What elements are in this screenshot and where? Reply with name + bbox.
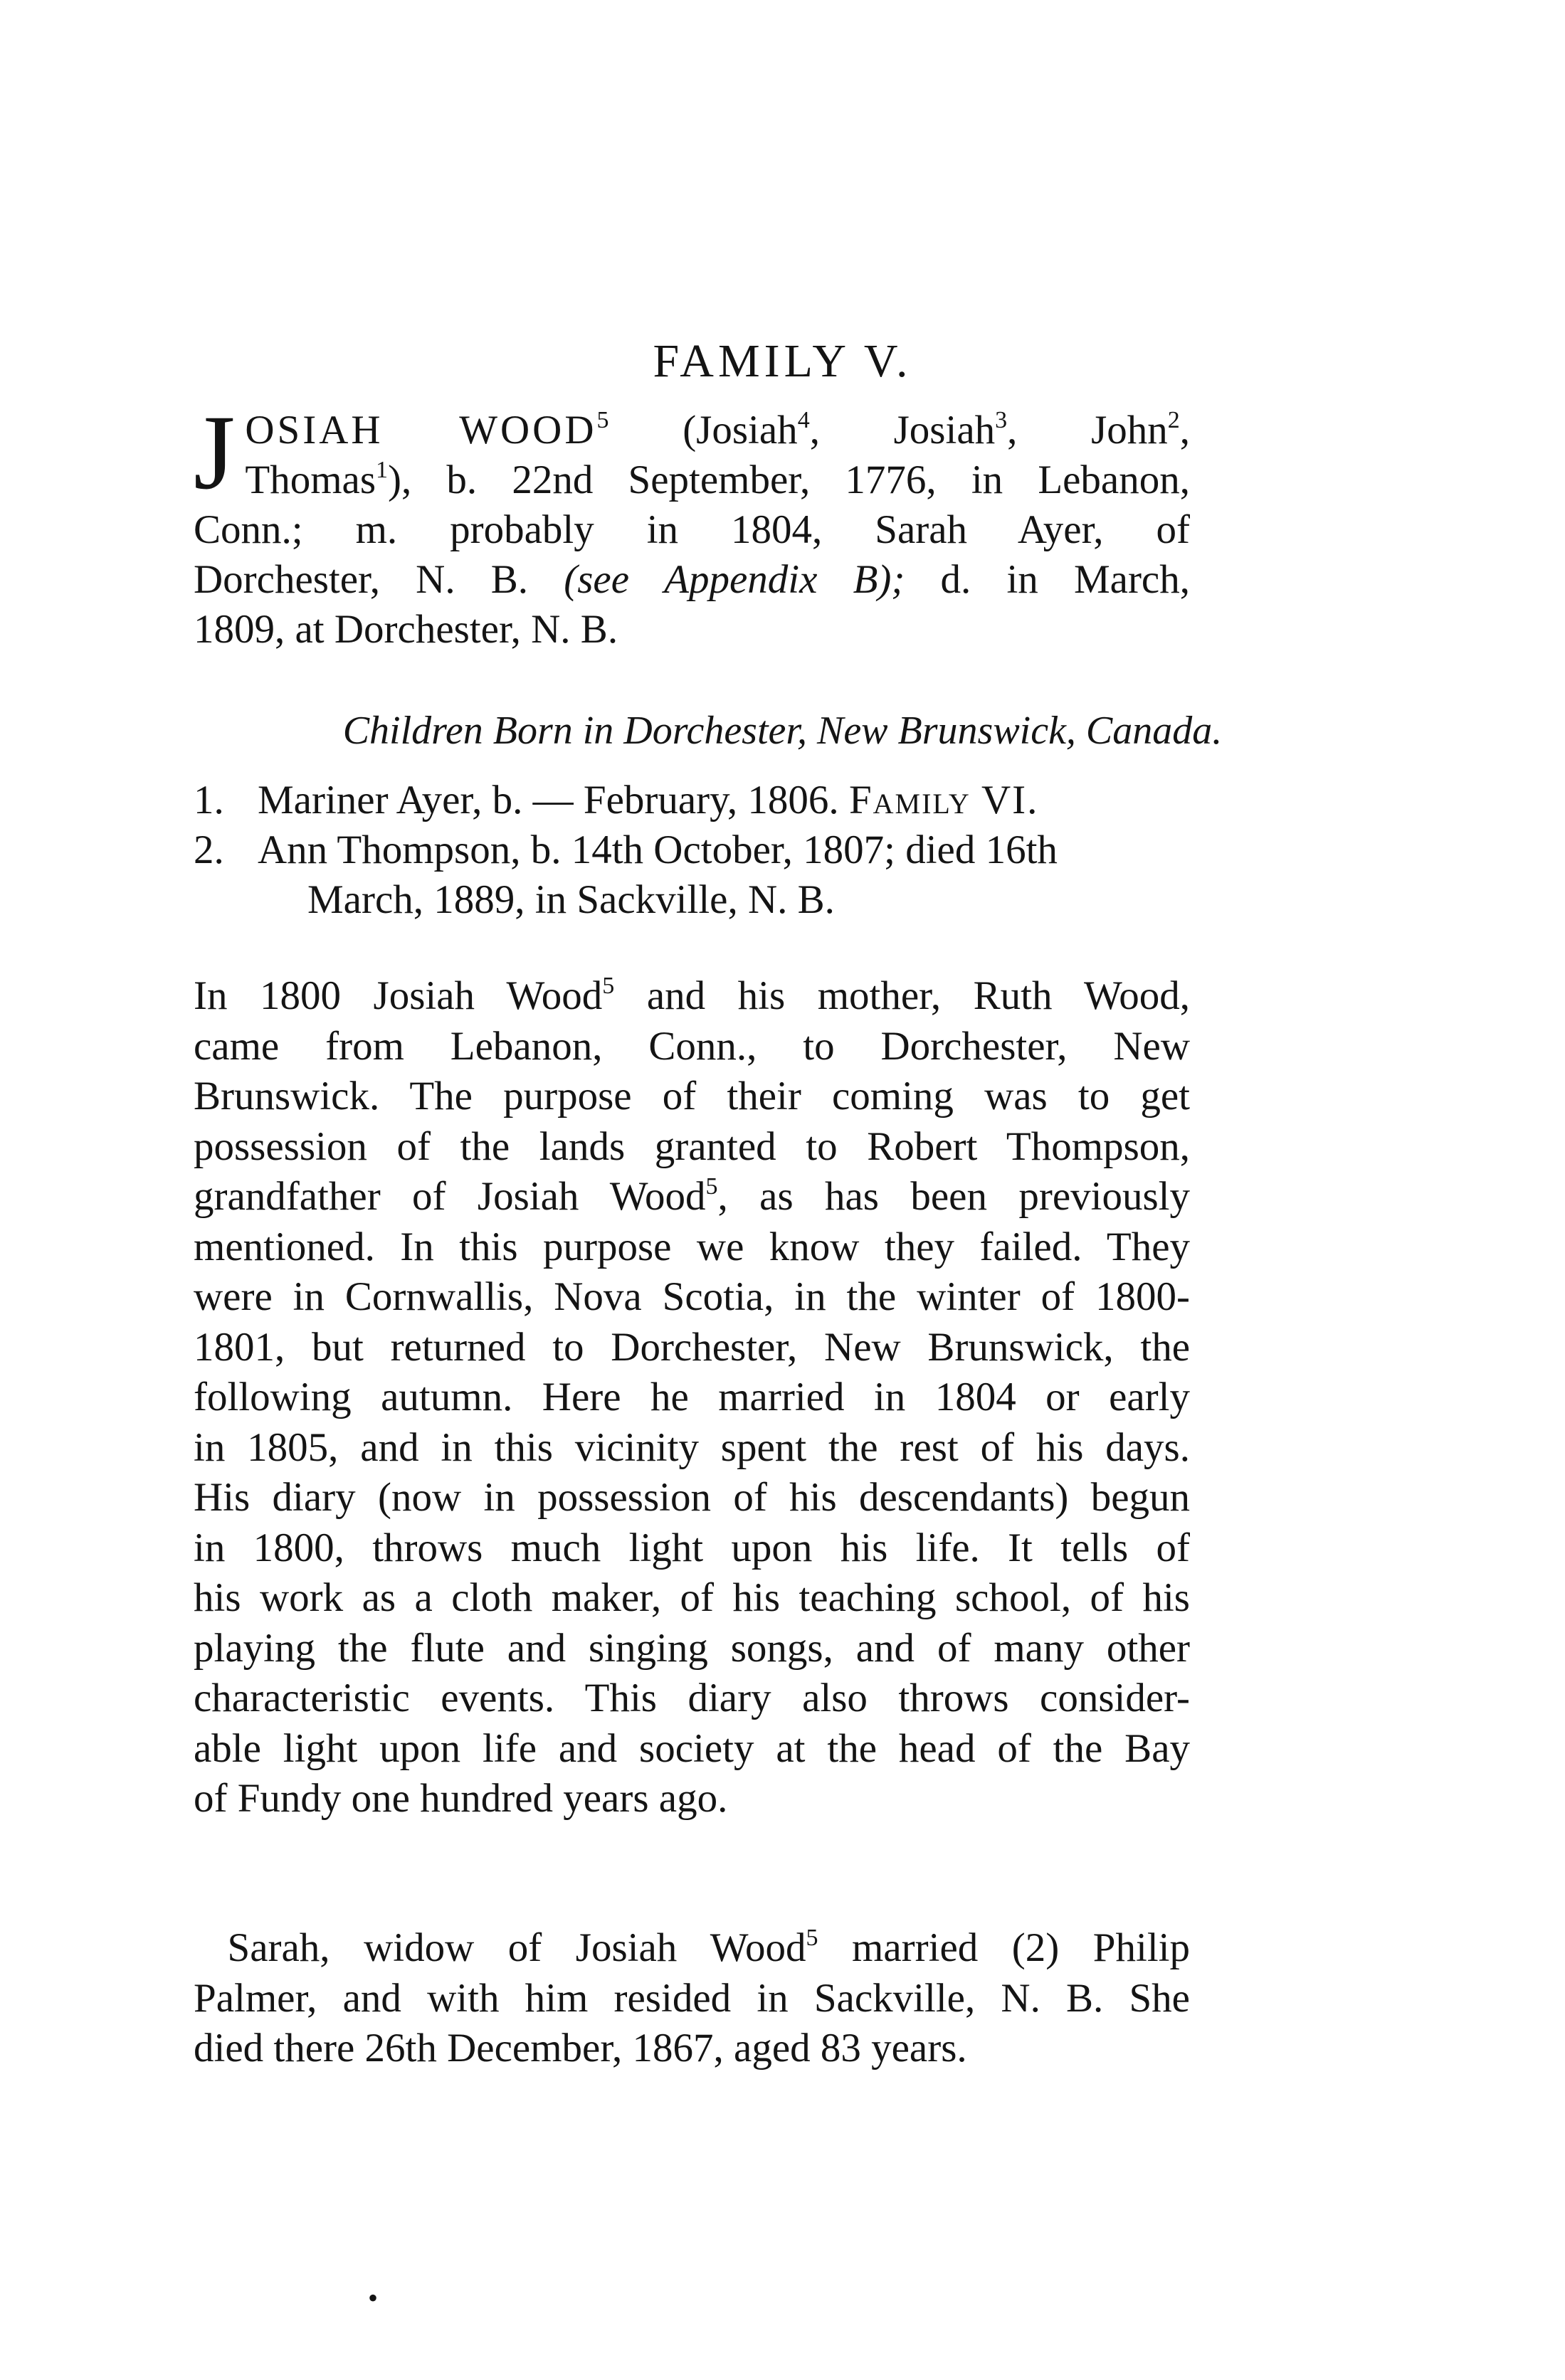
child-item: 2. Ann Thompson, b. 14th October, 1807; died 16th March, 1889, in Sackville, N. B. — [194, 827, 1058, 922]
paragraph-line: came from Lebanon, Conn., to Dorchester, New — [194, 1023, 1190, 1069]
printer-mark: • — [368, 2282, 379, 2314]
paragraph-line: following autumn. Here he married in 1804 or early — [194, 1375, 1190, 1419]
children-heading: Children Born in Dorchester, New Brunswick, Canada. — [342, 709, 1223, 753]
entry-line-1: OSIAH WOOD$^5$ (Josiah$^4$, Josiah$^3$, John$^2$, — [245, 407, 1191, 453]
paragraph-line: characteristic events. This diary also throws consider- — [194, 1676, 1190, 1720]
page-title: FAMILY V. — [653, 335, 912, 387]
paragraph-line: his work as a cloth maker, of his teaching school, of his — [194, 1575, 1190, 1620]
paragraph-line: able light upon life and society at the head of the Bay — [194, 1725, 1190, 1771]
family-reference: Family VI. — [848, 778, 1039, 823]
paragraph-line: playing the flute and singing songs, and of many other — [194, 1625, 1190, 1671]
paragraph-line: Brunswick. The purpose of their coming was to get — [194, 1074, 1190, 1118]
paragraph-line: in 1800, throws much light upon his life. It tells of — [194, 1525, 1190, 1570]
entry-line-3: Conn.; m. probably in 1804, Sarah Ayer, of — [194, 507, 1190, 552]
entry-line-5: 1809, at Dorchester, N. B. — [194, 607, 618, 652]
paragraph-line: in 1805, and in this vicinity spent the rest of his days. — [194, 1424, 1190, 1470]
paragraph-line: Sarah, widow of Josiah Wood$^5$ married (2) Philip — [227, 1925, 1191, 1970]
drop-cap: J — [194, 393, 236, 512]
paragraph-line: mentioned. In this purpose we know they failed. They — [194, 1224, 1190, 1269]
paragraph-line: His diary (now in possession of his descendants) begun — [194, 1475, 1190, 1520]
entry-line-2: Thomas$^1$), b. 22nd September, 1776, in Lebanon, — [245, 457, 1190, 502]
genealogy-entry — [194, 393, 1191, 655]
paragraph-sarah — [194, 1923, 1190, 2074]
paragraph-history — [194, 971, 1190, 1824]
paragraph-line: possession of the lands granted to Robert Thompson, — [194, 1123, 1190, 1169]
paragraph-line: In 1800 Josiah Wood$^5$ and his mother, Ruth Wood, — [194, 973, 1190, 1018]
paragraph-line: were in Cornwallis, Nova Scotia, in the winter of 1800- — [194, 1274, 1190, 1319]
paragraph-line: of Fundy one hundred years ago. — [194, 1776, 728, 1821]
paragraph-line: grandfather of Josiah Wood$^5$, as has been previously — [194, 1173, 1190, 1219]
entry-line-4: Dorchester, N. B. (see Appendix B); d. in March, — [194, 557, 1190, 602]
child-item: 1. Mariner Ayer, b. — February, 1806. Family VI. — [194, 778, 1039, 823]
paragraph-line: 1801, but returned to Dorchester, New Brunswick, the — [194, 1324, 1190, 1370]
paragraph-line: died there 26th December, 1867, aged 83 years. — [194, 2026, 967, 2070]
paragraph-line: Palmer, and with him resided in Sackville, N. B. She — [194, 1975, 1190, 2021]
